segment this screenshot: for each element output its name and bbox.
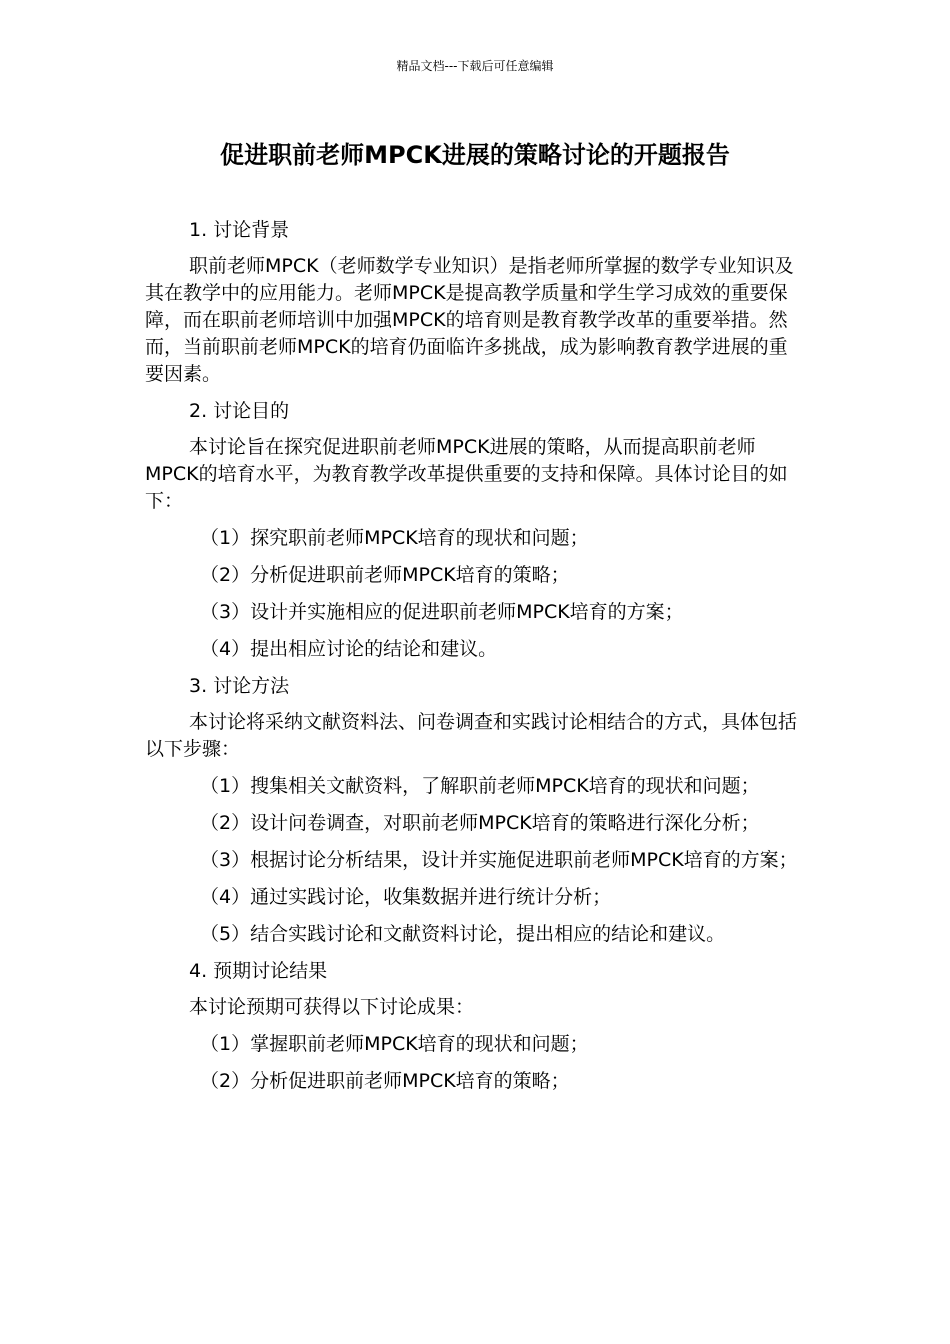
section-heading-expected-results: 4. 预期讨论结果 [189,960,328,982]
section-heading-background: 1. 讨论背景 [189,219,290,241]
section-paragraph-purpose: 本讨论旨在探究促进职前老师MPCK进展的策略，从而提高职前老师MPCK的培育水平，为教育教学改革提供重要的支持和保障。具体讨论目的如下： [145,436,788,512]
list-item: （4）通过实践讨论，收集数据并进行统计分析； [200,886,612,908]
section-heading-purpose: 2. 讨论目的 [189,400,290,422]
list-item: （5）结合实践讨论和文献资料讨论，提出相应的结论和建议。 [200,923,726,945]
section-heading-method: 3. 讨论方法 [189,675,290,697]
page-header: 精品文档---下载后可任意编辑 [396,59,554,73]
list-item: （1）掌握职前老师MPCK培育的现状和问题； [200,1033,589,1055]
list-item: （3）设计并实施相应的促进职前老师MPCK培育的方案； [200,601,684,623]
document-title: 促进职前老师MPCK进展的策略讨论的开题报告 [220,141,730,169]
list-item: （2）分析促进职前老师MPCK培育的策略； [200,564,570,586]
document-body [145,217,800,1105]
list-item: （2）设计问卷调查，对职前老师MPCK培育的策略进行深化分析； [200,812,760,834]
list-item: （4）提出相应讨论的结论和建议。 [200,638,498,660]
section-paragraph-background: 职前老师MPCK（老师数学专业知识）是指老师所掌握的数学专业知识及其在教学中的应用能力。老师MPCK是提高教学质量和学生学习成效的重要保障，而在职前老师培训中加强MPCK的培育则是教育教学改革的重要举措。然而，当前职前老师MPCK的培育仍面临许多挑战，成为影响教育教学进展的重要因素。 [145,255,794,385]
list-item: （1）探究职前老师MPCK培育的现状和问题； [200,527,589,549]
list-item: （1）搜集相关文献资料，了解职前老师MPCK培育的现状和问题； [200,775,760,797]
list-item: （2）分析促进职前老师MPCK培育的策略； [200,1070,570,1092]
section-paragraph-method: 本讨论将采纳文献资料法、问卷调查和实践讨论相结合的方式，具体包括以下步骤： [145,711,798,760]
section-paragraph-expected-results: 本讨论预期可获得以下讨论成果： [189,996,475,1018]
list-item: （3）根据讨论分析结果，设计并实施促进职前老师MPCK培育的方案； [200,849,798,871]
